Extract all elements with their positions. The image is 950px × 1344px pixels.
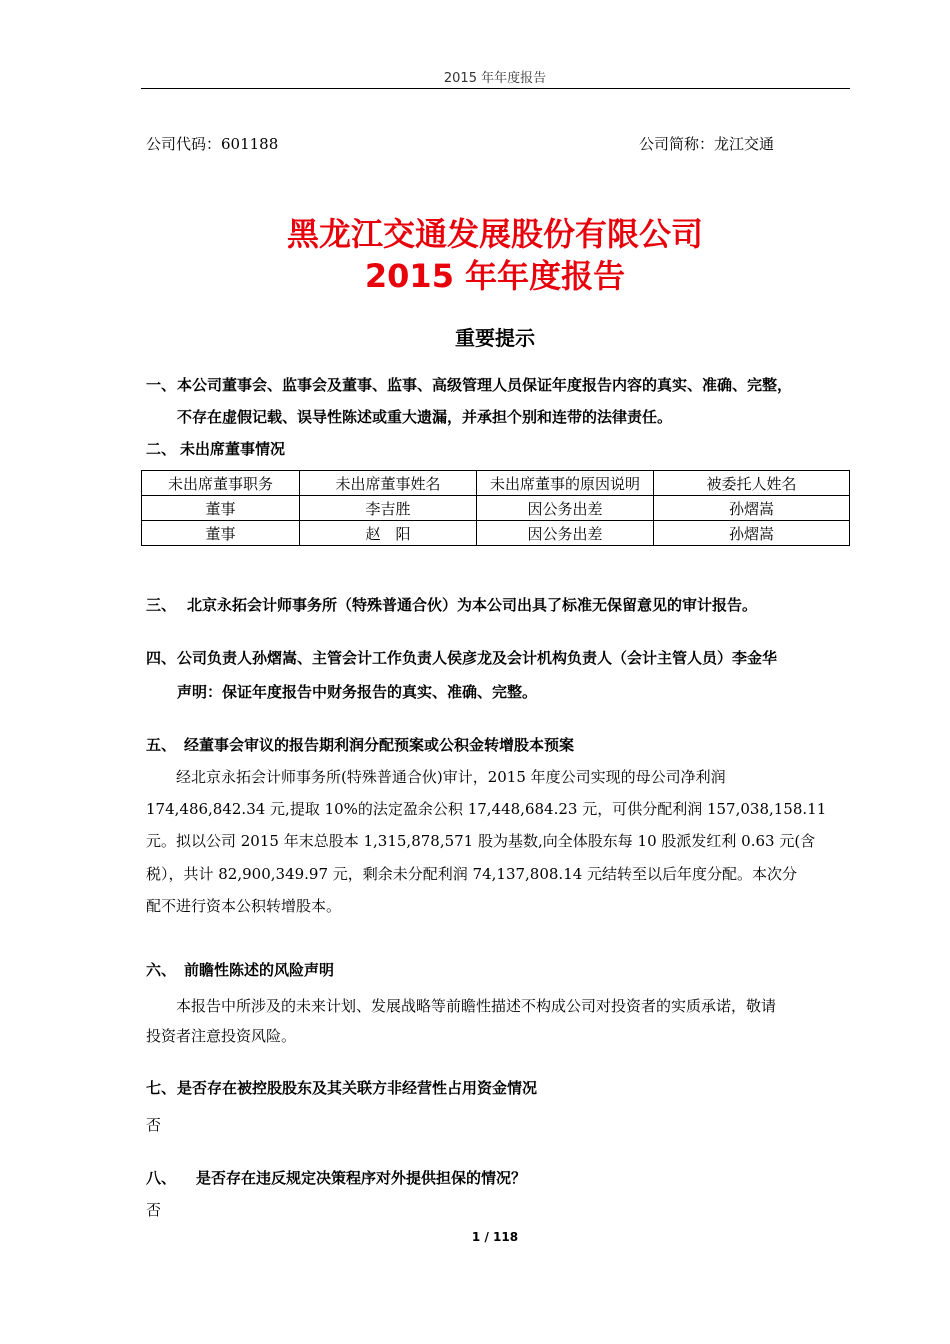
report-title-company: 黑龙江交通发展股份有限公司: [286, 215, 703, 253]
running-header: 2015 年年度报告: [443, 71, 547, 86]
table-row: [142, 496, 850, 521]
table-header-cell: 未出席董事姓名: [300, 471, 477, 496]
table-header-cell: 未出席董事职务: [142, 471, 300, 496]
section-1-line2: 不存在虚假记载、误导性陈述或重大遗漏，并承担个别和连带的法律责任。: [177, 408, 673, 426]
section-4-line1: 公司负责人孙熠嵩、主管会计工作负责人侯彦龙及会计机构负责人（会计主管人员）李金华: [177, 649, 778, 667]
section-5-para-line: 经北京永拓会计师事务所(特殊普通合伙)审计，2015 年度公司实现的母公司净利润: [176, 768, 726, 786]
section-8-number: 八、: [146, 1169, 177, 1187]
absent-directors-table: [141, 470, 850, 546]
table-cell: 孙熠嵩: [654, 496, 850, 521]
table-cell: 董事: [142, 496, 300, 521]
report-title-year: 2015 年年度报告: [364, 257, 626, 295]
section-8-answer: 否: [146, 1201, 162, 1219]
section-5-para-line: 元。拟以公司 2015 年末总股本 1,315,878,571 股为基数,向全体股东每 10 股派发红利 0.63 元(含: [146, 832, 816, 850]
table-header-row: [142, 471, 850, 496]
company-short-name: 公司简称：龙江交通: [639, 135, 775, 153]
table-cell: 孙熠嵩: [654, 521, 850, 546]
section-5-heading: 经董事会审议的报告期利润分配预案或公积金转增股本预案: [184, 736, 575, 754]
table-header-cell: 未出席董事的原因说明: [477, 471, 654, 496]
page-number: 1 / 118: [471, 1230, 519, 1244]
table-cell: 李吉胜: [300, 496, 477, 521]
company-code: 公司代码：601188: [146, 135, 279, 153]
section-3-text: 北京永拓会计师事务所（特殊普通合伙）为本公司出具了标准无保留意见的审计报告。: [187, 596, 758, 614]
section-4-line2: 声明：保证年度报告中财务报告的真实、准确、完整。: [177, 683, 538, 701]
notice-heading: 重要提示: [455, 326, 535, 350]
header-rule: [141, 88, 850, 89]
section-7-answer: 否: [146, 1116, 162, 1134]
table-row: [142, 521, 850, 546]
section-1-line1: 本公司董事会、监事会及董事、监事、高级管理人员保证年度报告内容的真实、准确、完整，: [177, 376, 793, 394]
section-5-number: 五、: [146, 736, 177, 754]
table-cell: 因公务出差: [477, 496, 654, 521]
section-1-number: 一、: [146, 376, 177, 394]
section-3-number: 三、: [146, 596, 177, 614]
section-5-para-line: 174,486,842.34 元,提取 10%的法定盈余公积 17,448,684.23 元，可供分配利润 157,038,158.11: [146, 800, 827, 818]
section-6-para-line: 投资者注意投资风险。: [146, 1027, 297, 1045]
section-2-heading: 未出席董事情况: [180, 440, 286, 458]
section-6-para-line: 本报告中所涉及的未来计划、发展战略等前瞻性描述不构成公司对投资者的实质承诺，敬请: [176, 997, 777, 1015]
section-6-number: 六、: [146, 961, 177, 979]
table-cell: 董事: [142, 521, 300, 546]
section-5-para-line: 配不进行资本公积转增股本。: [146, 897, 342, 915]
section-2-number: 二、: [146, 440, 177, 458]
section-7-heading: 是否存在被控股股东及其关联方非经营性占用资金情况: [177, 1079, 538, 1097]
section-8-heading: 是否存在违反规定决策程序对外提供担保的情况？: [196, 1169, 527, 1187]
section-6-heading: 前瞻性陈述的风险声明: [184, 961, 335, 979]
table-cell: 赵 阳: [300, 521, 477, 546]
table-cell: 因公务出差: [477, 521, 654, 546]
table-header-cell: 被委托人姓名: [654, 471, 850, 496]
section-5-para-line: 税），共计 82,900,349.97 元，剩余未分配利润 74,137,808.14 元结转至以后年度分配。本次分: [146, 865, 798, 883]
section-7-number: 七、: [146, 1079, 177, 1097]
section-4-number: 四、: [146, 649, 177, 667]
